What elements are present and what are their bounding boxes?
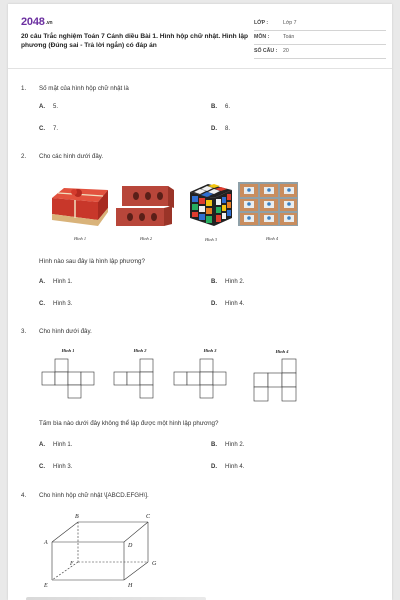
question-text: Cho hình dưới đây. bbox=[39, 328, 92, 335]
option-text: 5. bbox=[53, 104, 59, 110]
option-text: Hình 4. bbox=[225, 301, 245, 307]
meta-row-class bbox=[254, 17, 386, 31]
vertex-label-e: E bbox=[44, 583, 48, 589]
worksheet-header bbox=[8, 4, 392, 68]
question-text: Cho các hình dưới đây. bbox=[39, 153, 104, 160]
cube-net-3 bbox=[172, 358, 234, 402]
question-number: 3. bbox=[21, 328, 27, 335]
option-text: Hình 1. bbox=[53, 279, 73, 285]
vertex-label-d: D bbox=[128, 543, 133, 549]
logo-tld: .vn bbox=[45, 20, 53, 26]
option-letter: D. bbox=[211, 301, 217, 307]
image-caption-1: Hình 1 bbox=[73, 236, 87, 241]
q3-option-b[interactable] bbox=[211, 442, 244, 448]
question-subtext: Hình nào sau đây là hình lập phương? bbox=[39, 258, 145, 265]
option-letter: B. bbox=[211, 442, 217, 448]
q2-option-a[interactable] bbox=[39, 279, 72, 285]
box-diagram bbox=[34, 512, 164, 594]
q3-option-a[interactable] bbox=[39, 442, 72, 448]
q1-option-a[interactable] bbox=[39, 104, 58, 110]
option-letter: B. bbox=[211, 104, 217, 110]
option-letter: B. bbox=[211, 279, 217, 285]
option-text: Hình 1. bbox=[53, 442, 73, 448]
meta-table bbox=[254, 17, 386, 59]
q1-option-d[interactable] bbox=[211, 126, 230, 132]
net-title-3: Hình 3 bbox=[203, 348, 217, 353]
meta-value: Lớp 7 bbox=[283, 20, 297, 26]
option-letter: C. bbox=[39, 126, 45, 132]
cube-net-4 bbox=[252, 358, 302, 404]
q2-option-d[interactable] bbox=[211, 301, 244, 307]
option-letter: D. bbox=[211, 464, 217, 470]
vertex-label-h: H bbox=[128, 583, 133, 589]
question-text: Cho hình hộp chữ nhật \[ABCD.EFGH\]. bbox=[39, 492, 149, 499]
net-title-4: Hình 4 bbox=[275, 349, 289, 354]
meta-value: 20 bbox=[283, 48, 289, 54]
net-title-2: Hình 2 bbox=[133, 348, 147, 353]
vertex-label-g: G bbox=[152, 561, 157, 567]
option-text: 6. bbox=[225, 104, 231, 110]
image-caption-2: Hình 2 bbox=[139, 236, 153, 241]
option-letter: A. bbox=[39, 279, 45, 285]
cube-net-1 bbox=[40, 358, 98, 402]
image-caption-4: Hình 4 bbox=[265, 236, 279, 241]
option-text: Hình 3. bbox=[53, 464, 73, 470]
q2-option-b[interactable] bbox=[211, 279, 244, 285]
worksheet-page bbox=[8, 4, 392, 600]
option-text: 7. bbox=[53, 126, 59, 132]
question-number: 4. bbox=[21, 492, 27, 499]
meta-key: SỐ CÂU : bbox=[254, 48, 278, 54]
document-title: 20 câu Trắc nghiệm Toán 7 Cánh diều Bài 1. Hình hộp chữ nhật. Hình lập phương (Đúng sai - Trả lời ngắn) có đáp án bbox=[21, 33, 249, 49]
option-letter: D. bbox=[211, 126, 217, 132]
cube-net-2 bbox=[112, 358, 162, 402]
option-letter: C. bbox=[39, 301, 45, 307]
gift-box-image bbox=[48, 180, 112, 230]
bricks-image bbox=[114, 182, 178, 230]
question-subtext: Tấm bìa nào dưới đây không thể lập được một hình lập phương? bbox=[39, 420, 219, 427]
q3-option-c[interactable] bbox=[39, 464, 72, 470]
vertex-label-b: B bbox=[75, 514, 79, 520]
question-text: Số mặt của hình hộp chữ nhật là bbox=[39, 85, 129, 92]
meta-row-subject bbox=[254, 31, 386, 45]
meta-value: Toán bbox=[283, 34, 295, 40]
option-letter: A. bbox=[39, 104, 45, 110]
option-letter: A. bbox=[39, 442, 45, 448]
vertex-label-c: C bbox=[146, 514, 151, 520]
net-title-1: Hình 1 bbox=[61, 348, 75, 353]
q2-option-c[interactable] bbox=[39, 301, 72, 307]
q1-option-c[interactable] bbox=[39, 126, 58, 132]
option-text: Hình 2. bbox=[225, 279, 245, 285]
image-caption-3: Hình 3 bbox=[204, 237, 218, 242]
option-text: Hình 3. bbox=[53, 301, 73, 307]
vertex-label-f: F bbox=[70, 561, 74, 567]
meta-key: LỚP : bbox=[254, 20, 269, 26]
option-letter: C. bbox=[39, 464, 45, 470]
rubik-cube-image bbox=[186, 180, 236, 230]
option-text: Hình 2. bbox=[225, 442, 245, 448]
vertex-label-a: A bbox=[44, 540, 48, 546]
q1-option-b[interactable] bbox=[211, 104, 230, 110]
logo-text: 2048 bbox=[21, 16, 45, 28]
meta-key: MÔN : bbox=[254, 34, 270, 40]
header-divider bbox=[8, 68, 392, 69]
question-number: 2. bbox=[21, 153, 27, 160]
site-logo[interactable] bbox=[21, 16, 52, 28]
q3-option-d[interactable] bbox=[211, 464, 244, 470]
meta-row-count bbox=[254, 45, 386, 59]
option-text: Hình 4. bbox=[225, 464, 245, 470]
option-text: 8. bbox=[225, 126, 231, 132]
stacked-boxes-image bbox=[236, 180, 300, 230]
question-number: 1. bbox=[21, 85, 27, 92]
